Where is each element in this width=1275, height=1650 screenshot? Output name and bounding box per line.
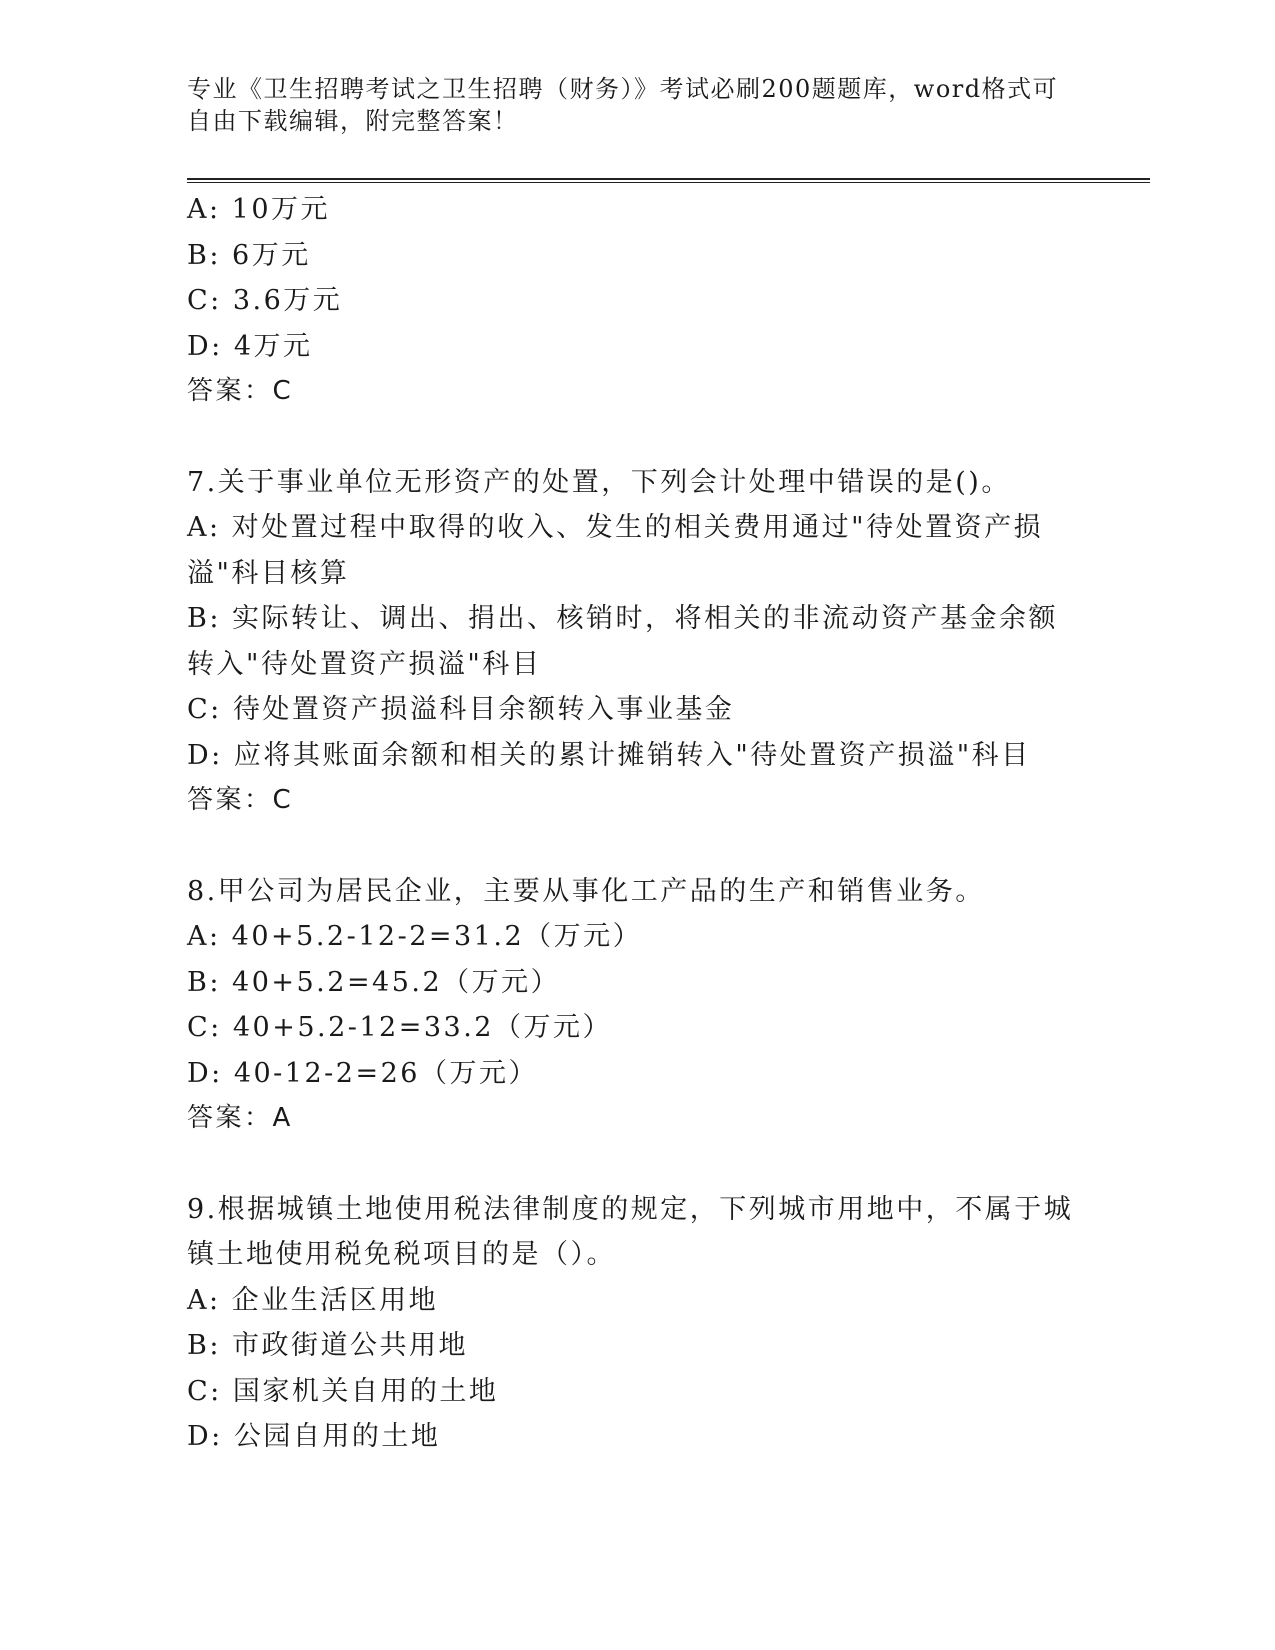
document-header: 专业《卫生招聘考试之卫生招聘（财务）》考试必刷200题题库，word格式可自由下载编辑，附完整答案！ bbox=[187, 75, 1059, 135]
spacer bbox=[187, 415, 1087, 460]
option-a: A: 对处置过程中取得的收入、发生的相关费用通过"待处置资产损溢"科目核算 bbox=[187, 512, 1044, 589]
option-b: B: 市政街道公共用地 bbox=[187, 1330, 469, 1361]
spacer bbox=[187, 1142, 1087, 1187]
option-a: A: 企业生活区用地 bbox=[187, 1284, 439, 1316]
header-rule-thick bbox=[187, 178, 1150, 180]
option-a: A: 40+5.2-12-2=31.2（万元） bbox=[187, 921, 643, 952]
answer: 答案：C bbox=[187, 785, 294, 815]
question-9: 9.根据城镇土地使用税法律制度的规定，下列城市用地中，不属于城镇土地使用税免税项目的是（）。 bbox=[187, 1193, 1074, 1270]
header-rule-thin bbox=[187, 182, 1150, 183]
answer: 答案：A bbox=[187, 1103, 293, 1133]
answer: 答案：C bbox=[187, 376, 294, 406]
option-c: C: 国家机关自用的土地 bbox=[187, 1375, 499, 1407]
option-b: B: 6万元 bbox=[187, 239, 311, 271]
question-8: 8.甲公司为居民企业，主要从事化工产品的生产和销售业务。 bbox=[187, 875, 985, 907]
question-7: 7.关于事业单位无形资产的处置，下列会计处理中错误的是()。 bbox=[187, 466, 1011, 498]
spacer bbox=[187, 824, 1087, 869]
option-c: C: 40+5.2-12=33.2（万元） bbox=[187, 1012, 612, 1043]
option-a: A: 10万元 bbox=[187, 194, 331, 225]
option-c: C: 3.6万元 bbox=[187, 285, 343, 316]
option-d: D: 4万元 bbox=[187, 330, 313, 362]
option-d: D: 公园自用的土地 bbox=[187, 1421, 441, 1452]
option-b: B: 实际转让、调出、捐出、核销时，将相关的非流动资产基金余额转入"待处置资产损溢"科目 bbox=[187, 603, 1059, 680]
option-b: B: 40+5.2=45.2（万元） bbox=[187, 966, 561, 998]
question-list bbox=[187, 187, 1087, 1460]
option-d: D: 40-12-2=26（万元） bbox=[187, 1057, 538, 1089]
option-d: D: 应将其账面余额和相关的累计摊销转入"待处置资产损溢"科目 bbox=[187, 739, 1031, 771]
option-c: C: 待处置资产损溢科目余额转入事业基金 bbox=[187, 694, 735, 725]
